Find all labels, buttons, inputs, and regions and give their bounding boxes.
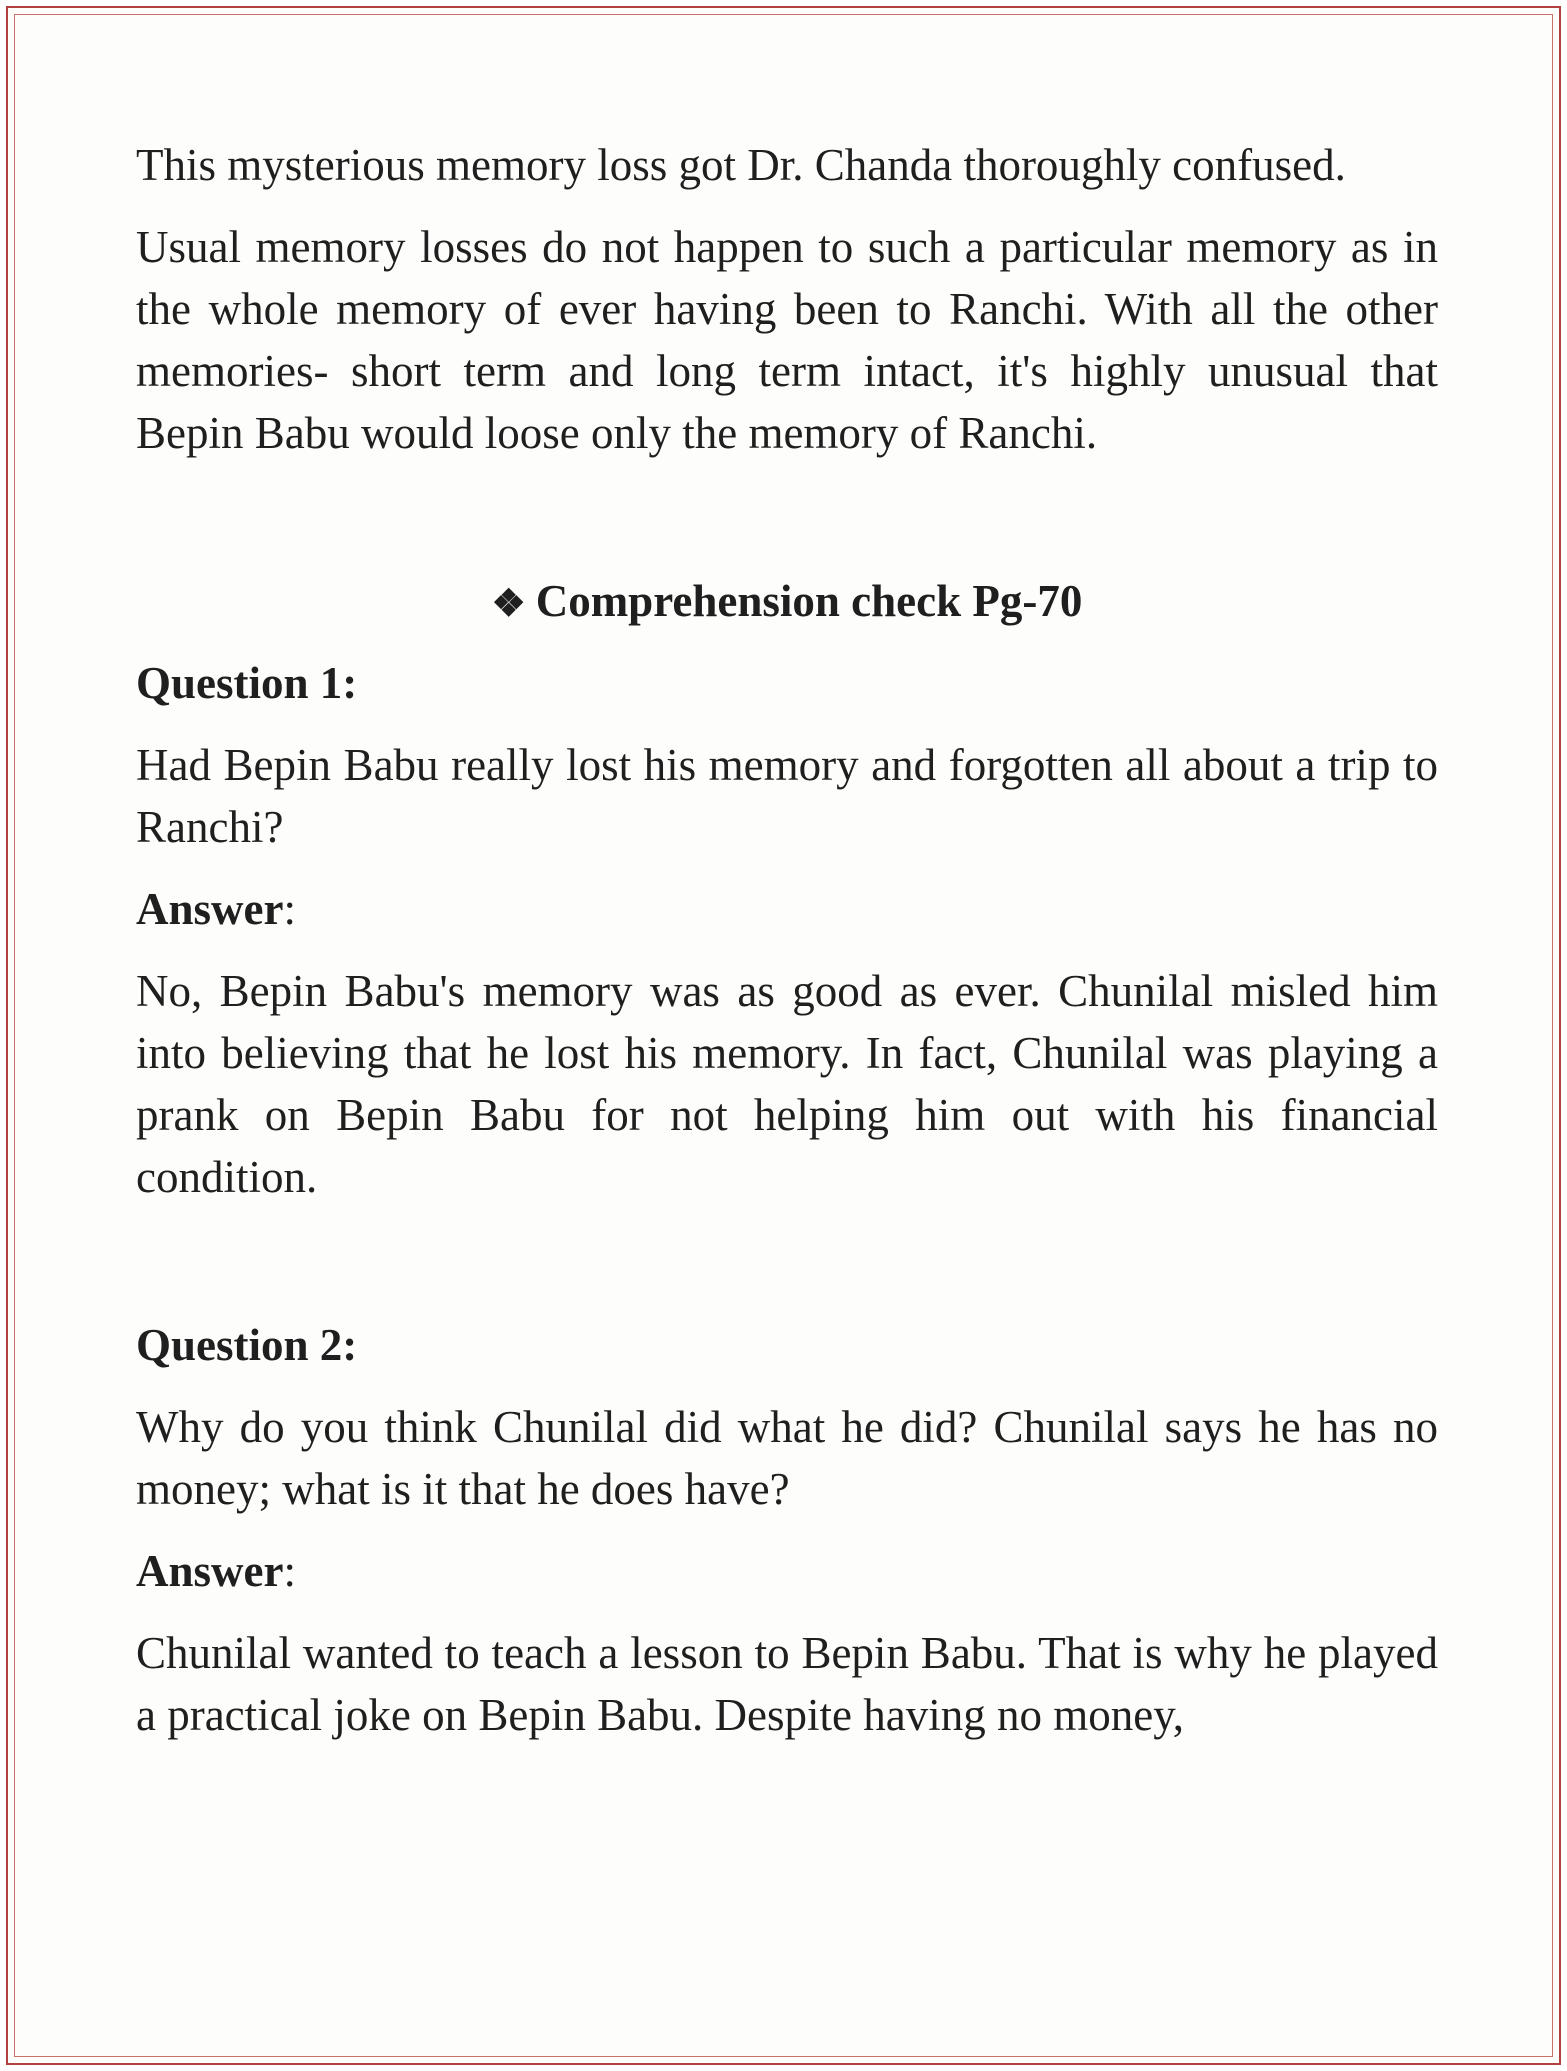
answer-text: Chunilal wanted to teach a lesson to Bepin Babu. That is why he played a practical joke on Bepin Babu. Despite having no money, [136,1628,1438,1740]
diamond-bullet-icon: ❖ [491,583,526,625]
page-border [6,6,1561,2065]
answer-label-text: Answer [136,884,284,934]
question-label: Question 1: [136,658,358,708]
question-text: Had Bepin Babu really lost his memory and forgotten all about a trip to Ranchi? [136,740,1438,852]
answer-label [136,1540,1438,1602]
answer-label-text: Answer [136,1546,284,1596]
page-content [136,134,1438,1746]
answer-label [136,878,1438,940]
section-title: Comprehension check Pg-70 [535,576,1083,626]
question-block-1 [136,652,1438,1208]
section-heading [136,570,1438,632]
question-text: Why do you think Chunilal did what he did? Chunilal says he has no money; what is it that he does have? [136,1402,1438,1514]
question-label: Question 2: [136,1320,358,1370]
intro-paragraph-2: Usual memory losses do not happen to such a particular memory as in the whole memory of ever having been to Ranchi. With all the other memories- short term and long term intact, it's highly unusual that Bepin Babu would loose only the memory of Ranchi. [136,222,1438,458]
question-block-2 [136,1314,1438,1746]
answer-text: No, Bepin Babu's memory was as good as ever. Chunilal misled him into believing that he lost his memory. In fact, Chunilal was playing a prank on Bepin Babu for not helping him out with his financial condition. [136,966,1438,1202]
answer-label-colon: : [283,884,296,934]
intro-paragraph-1: This mysterious memory loss got Dr. Chanda thoroughly confused. [136,140,1346,190]
answer-label-colon: : [283,1546,296,1596]
